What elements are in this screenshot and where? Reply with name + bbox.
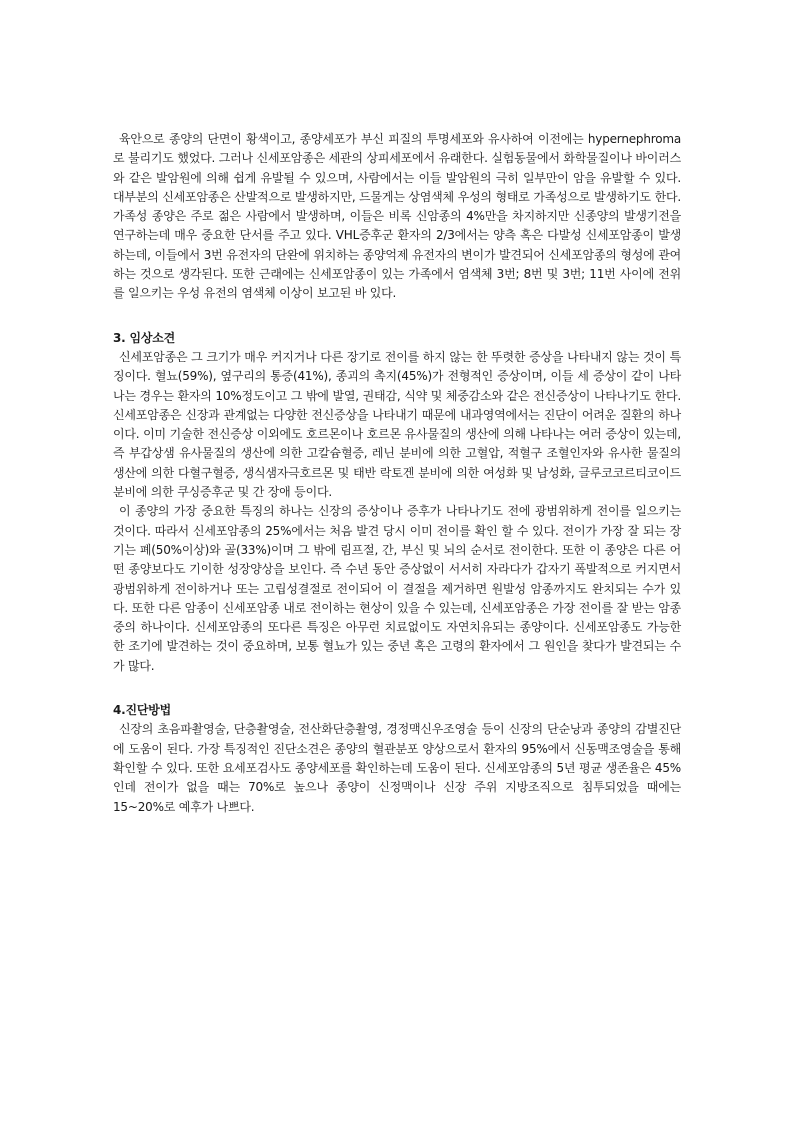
clinical-paragraph-2: 이 종양의 가장 중요한 특징의 하나는 신장의 증상이나 증후가 나타나기도 전에 광범위하게 전이를 일으키는 것이다. 따라서 신세포암종의 25%에서는 처음 발견 당시 이미 전이를 확인 할 수 있다. 전이가 가장 잘 되는 장기는 폐(50%이상)와 골(33%)이며 그 밖에 림프절, 간, 부신 및 뇌의 순서로 전이한다. 또한 이 종양은 다른 어떤 종양보다도 기이한 성장양상을 보인다. 즉 수년 동안 증상없이 서서히 자라다가 갑자기 폭발적으로 커지면서 광범위하게 전이하거나 또는 고립성결절로 전이되어 이 결절을 제거하면 원발성 암종까지도 완치되는 수가 있다. 또한 다른 암종이 신세포암종 내로 전이하는 현상이 있을 수 있는데, 신세포암종은 가장 전이를 잘 받는 암종 중의 하나이다. 신세포암종의 또다른 특징은 아무런 치료없이도 자연치유되는 종양이다. 신세포암종도 가능한 한 조기에 발견하는 것이 중요하며, 보통 혈뇨가 있는 중년 혹은 고령의 환자에서 그 원인을 찾다가 발견되는 수가 많다.: [113, 504, 681, 673]
document-page: [113, 130, 681, 817]
section-heading-diagnosis: 4.진단방법: [113, 703, 172, 718]
section-heading-clinical-findings: 3. 임상소견: [113, 330, 176, 345]
clinical-paragraph-1: 신세포암종은 그 크기가 매우 커지거나 다른 장기로 전이를 하지 않는 한 뚜렷한 증상을 나타내지 않는 것이 특징이다. 혈뇨(59%), 옆구리의 통증(41%), 종괴의 촉지(45%)가 전형적인 증상이며, 이들 세 증상이 같이 나타나는 경우는 환자의 10%정도이고 그 밖에 발열, 권태감, 식약 및 체중감소와 같은 전신증상이 나타나기도 한다. 신세포암종은 신장과 관계없는 다양한 전신증상을 나타내기 때문에 내과영역에서는 진단이 어려운 질환의 하나이다. 이미 기술한 전신증상 이외에도 호르몬이나 호르몬 유사물질의 생산에 의해 나타나는 여러 증상이 있는데, 즉 부갑상샘 유사물질의 생산에 의한 고칼슘혈증, 레닌 분비에 의한 고혈압, 적혈구 조혈인자와 유사한 물질의 생산에 의한 다혈구혈증, 생식샘자극호르몬 및 태반 락토겐 분비에 의한 여성화 및 남성화, 글루코코르티코이드 분비에 의한 쿠싱증후군 및 간 장애 등이다.: [113, 349, 681, 500]
intro-paragraph: 육안으로 종양의 단면이 황색이고, 종양세포가 부신 피질의 투명세포와 유사하여 이전에는 hypernephroma로 불리기도 했었다. 그러나 신세포암종은 세관의 상피세포에서 유래한다. 실험동물에서 화학물질이나 바이러스와 같은 발암원에 의해 쉽게 유발될 수 있으며, 사람에서는 이들 발암원의 극히 일부만이 암을 유발할 수 있다. 대부분의 신세포암종은 산발적으로 발생하지만, 드물게는 상염색체 우성의 형태로 가족성으로 발생하기도 한다. 가족성 종양은 주로 젊은 사람에서 발생하며, 이들은 비록 신암종의 4%만을 차지하지만 신종양의 발생기전을 연구하는데 매우 중요한 단서를 주고 있다. VHL증후군 환자의 2/3에서는 양측 혹은 다발성 신세포암종이 발생하는데, 이들에서 3번 유전자의 단완에 위치하는 종양억제 유전자의 변이가 발견되어 신세포암종의 형성에 관여하는 것으로 생각된다. 또한 근래에는 신세포암종이 있는 가족에서 염색체 3번; 8번 및 3번; 11번 사이에 전위를 일으키는 우성 유전의 염색체 이상이 보고된 바 있다.: [113, 132, 681, 301]
diagnosis-paragraph: 신장의 초음파촬영술, 단층촬영술, 전산화단층촬영, 경정맥신우조영술 등이 신장의 단순낭과 종양의 감별진단에 도움이 된다. 가장 특징적인 진단소견은 종양의 혈관분포 양상으로서 환자의 95%에서 신동맥조영술을 통해 확인할 수 있다. 또한 요세포검사도 종양세포를 확인하는데 도움이 된다. 신세포암종의 5년 평균 생존율은 45%인데 전이가 없을 때는 70%로 높으나 종양이 신정맥이나 신장 주위 지방조직으로 침투되었을 때에는 15~20%로 예후가 나쁘다.: [113, 722, 681, 814]
